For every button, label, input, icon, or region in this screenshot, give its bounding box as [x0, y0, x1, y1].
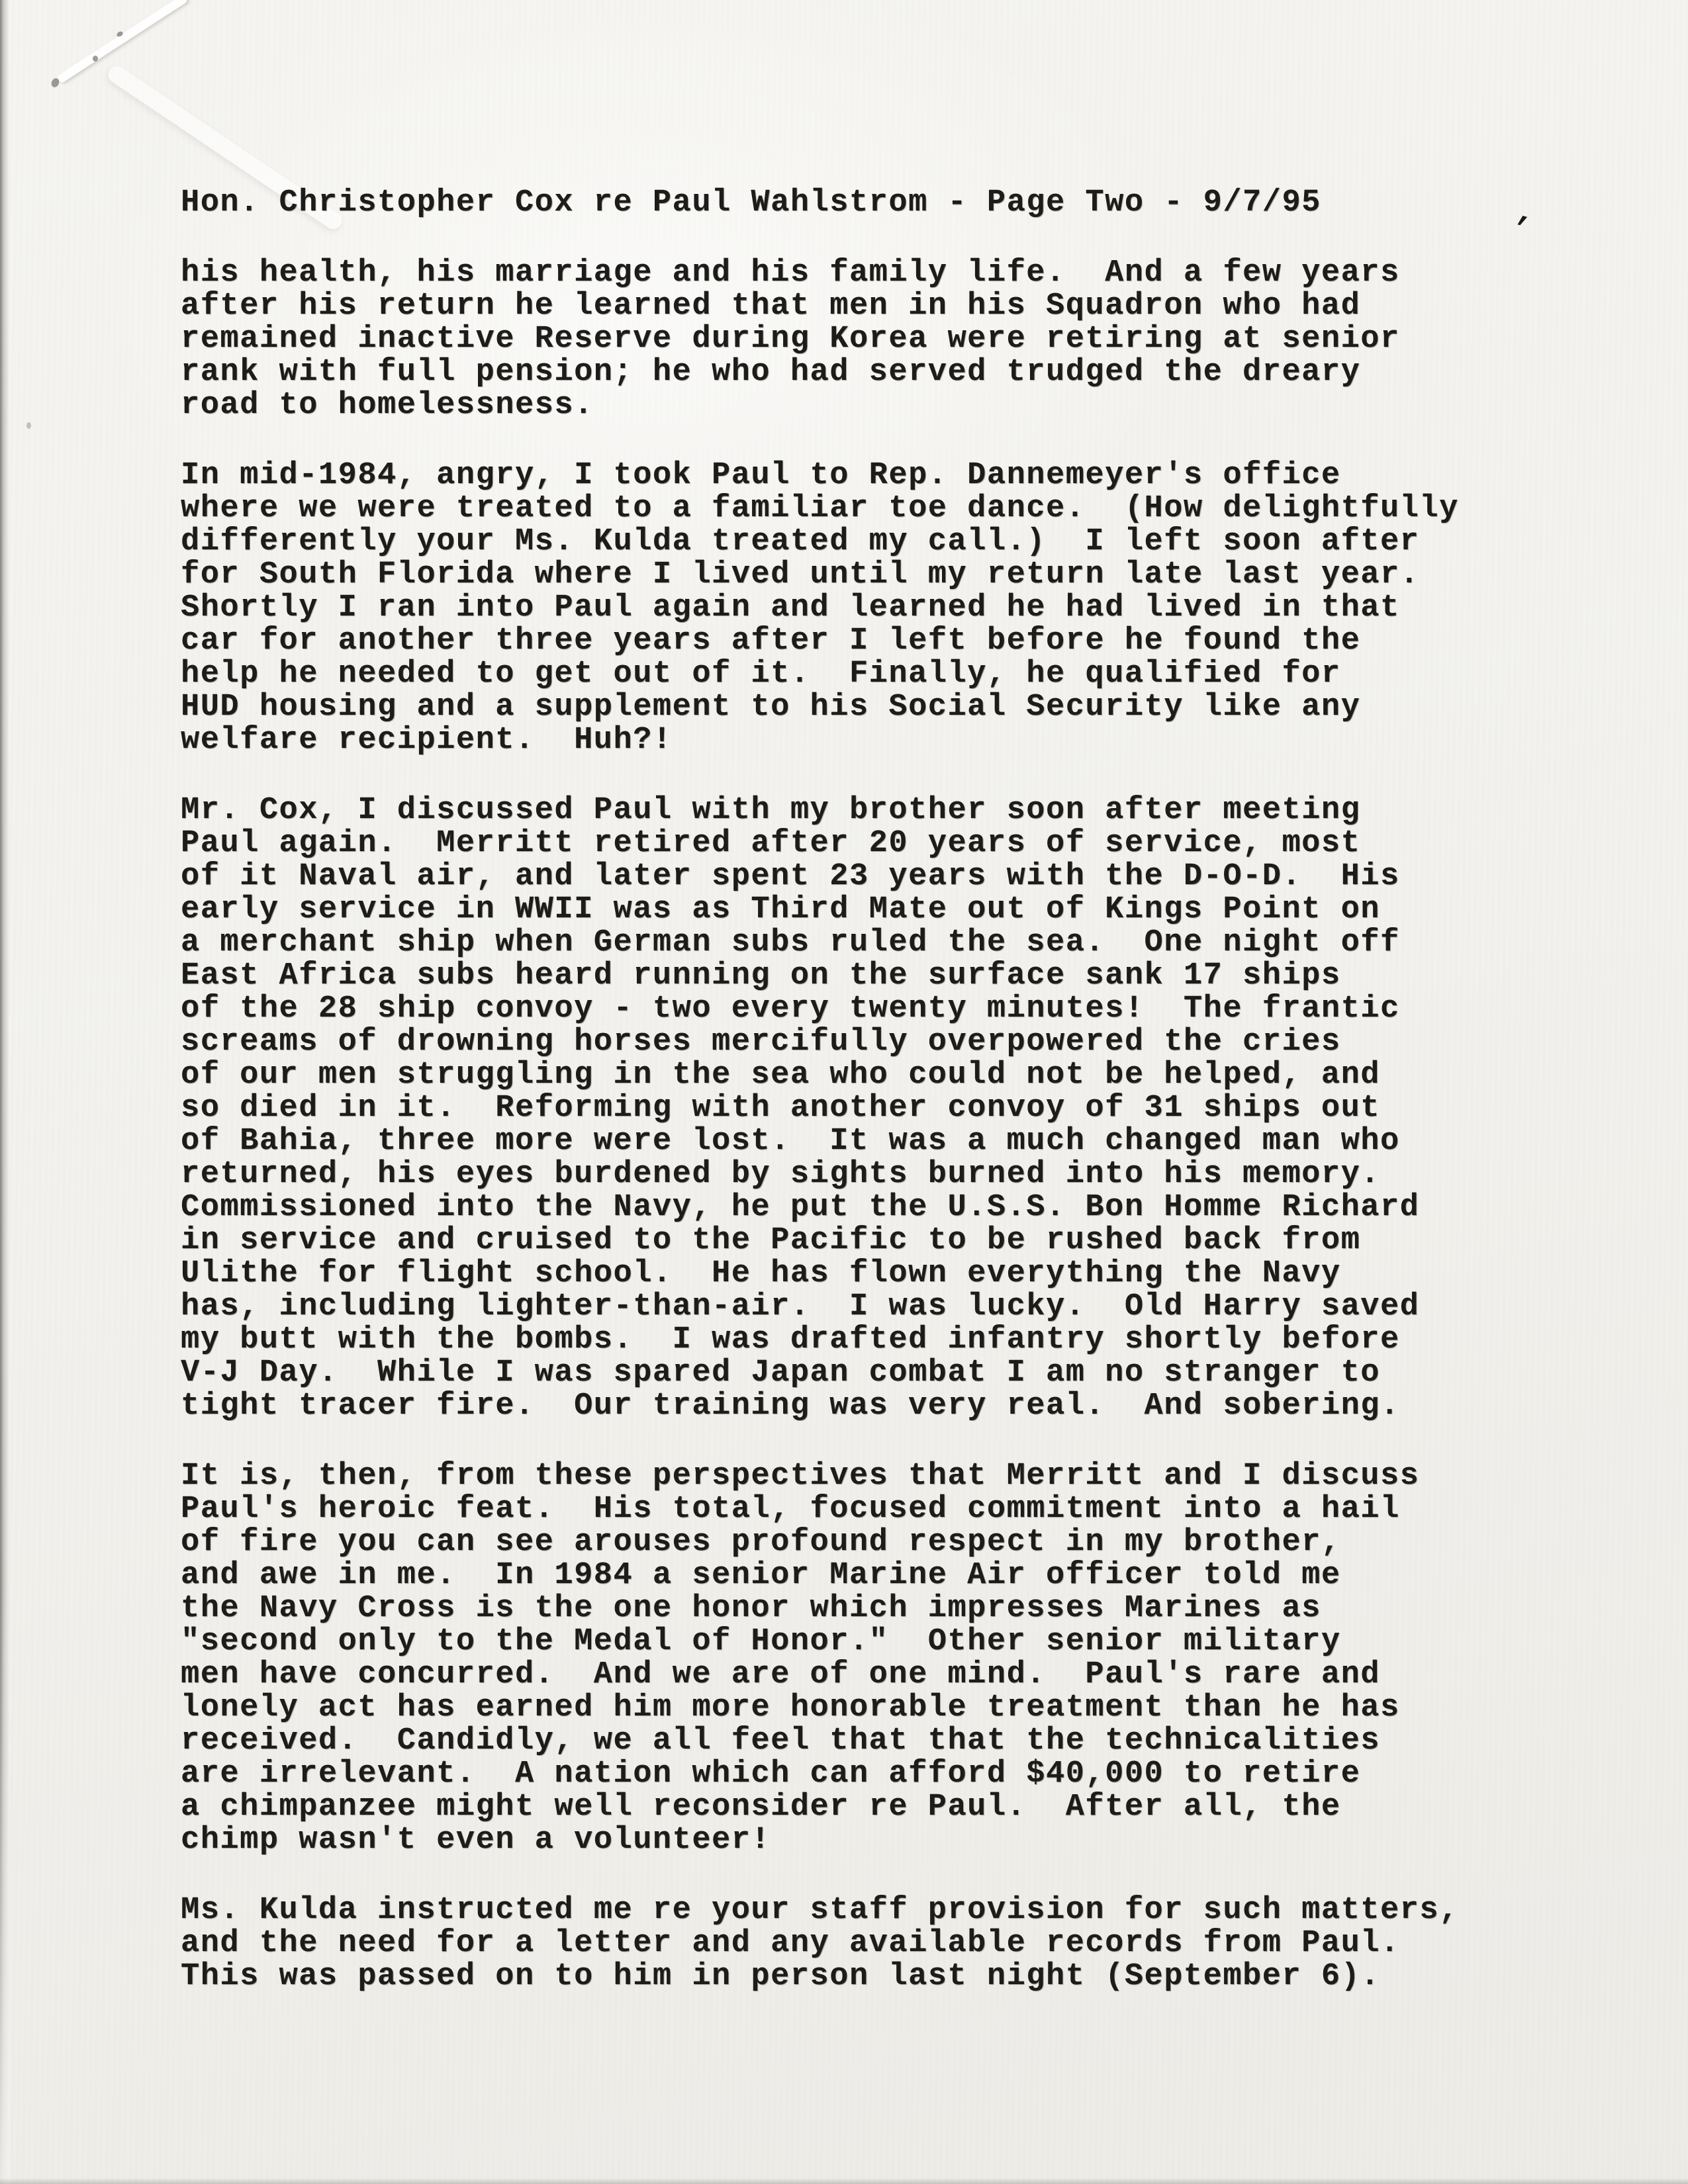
text-line: and the need for a letter and any available records from Paul. [181, 1926, 1400, 1961]
text-line: a chimpanzee might well reconsider re Paul. After all, the [181, 1790, 1341, 1825]
handwritten-mark: , [1513, 194, 1540, 232]
text-line: car for another three years after I left before he found the [181, 623, 1361, 659]
text-line: after his return he learned that men in his Squadron who had [181, 289, 1361, 324]
text-line: a merchant ship when German subs ruled the sea. One night off [181, 925, 1400, 960]
text-line: road to homelessness. [181, 388, 594, 423]
text-line: Paul's heroic feat. His total, focused commitment into a hail [181, 1492, 1400, 1527]
paper-speck [26, 422, 31, 429]
letter-body [181, 257, 1538, 1993]
text-line: of it Naval air, and later spent 23 years with the D-O-D. His [181, 859, 1400, 894]
text-line: returned, his eyes burdened by sights burned into his memory. [181, 1157, 1380, 1192]
text-line: welfare recipient. Huh?! [181, 723, 673, 758]
paragraph [181, 794, 1538, 1423]
text-line: of our men struggling in the sea who could not be helped, and [181, 1058, 1380, 1093]
text-line: men have concurred. And we are of one mind. Paul's rare and [181, 1657, 1380, 1692]
text-line: HUD housing and a supplement to his Social Security like any [181, 690, 1361, 725]
scan-edge-bottom [0, 2178, 1688, 2184]
text-line: It is, then, from these perspectives that Merritt and I discuss [181, 1459, 1420, 1494]
text-line: of fire you can see arouses profound respect in my brother, [181, 1525, 1341, 1560]
paper-speck [93, 56, 98, 62]
text-line: and awe in me. In 1984 a senior Marine Air officer told me [181, 1558, 1341, 1593]
text-line: rank with full pension; he who had served trudged the dreary [181, 355, 1361, 390]
text-line: of the 28 ship convoy - two every twenty minutes! The frantic [181, 991, 1400, 1026]
text-line: screams of drowning horses mercifully overpowered the cries [181, 1024, 1341, 1060]
text-line: early service in WWII was as Third Mate out of Kings Point on [181, 892, 1380, 927]
text-line: Paul again. Merritt retired after 20 years of service, most [181, 826, 1361, 861]
text-line: This was passed on to him in person last night (September 6). [181, 1959, 1380, 1994]
text-line: Shortly I ran into Paul again and learned he had lived in that [181, 590, 1400, 625]
text-line: the Navy Cross is the one honor which impresses Marines as [181, 1591, 1321, 1626]
text-line: so died in it. Reforming with another convoy of 31 ships out [181, 1091, 1380, 1126]
text-line: my butt with the bombs. I was drafted infantry shortly before [181, 1322, 1400, 1357]
text-line: in service and cruised to the Pacific to be rushed back from [181, 1223, 1361, 1258]
text-line: help he needed to get out of it. Finally, he qualified for [181, 657, 1341, 692]
text-line: lonely act has earned him more honorable treatment than he has [181, 1690, 1400, 1725]
text-line: "second only to the Medal of Honor." Other senior military [181, 1624, 1341, 1659]
text-line: Ulithe for flight school. He has flown everything the Navy [181, 1256, 1341, 1291]
paragraph [181, 257, 1538, 422]
paragraph [181, 459, 1538, 757]
text-line: tight tracer fire. Our training was very real. And sobering. [181, 1388, 1400, 1424]
text-line: V-J Day. While I was spared Japan combat I am no stranger to [181, 1355, 1380, 1390]
text-line: In mid-1984, angry, I took Paul to Rep. Dannemeyer's office [181, 458, 1341, 493]
text-line: remained inactive Reserve during Korea were retiring at senior [181, 322, 1400, 357]
text-line: East Africa subs heard running on the surface sank 17 ships [181, 958, 1341, 993]
paragraph [181, 1894, 1538, 1993]
text-line: differently your Ms. Kulda treated my call.) I left soon after [181, 524, 1420, 559]
scan-edge-left-fade [0, 1588, 11, 2184]
text-line: Ms. Kulda instructed me re your staff provision for such matters, [181, 1893, 1459, 1928]
text-line: chimp wasn't even a volunteer! [181, 1823, 771, 1858]
text-line: of Bahia, three more were lost. It was a much changed man who [181, 1124, 1400, 1159]
text-line: received. Candidly, we all feel that that the technicalities [181, 1723, 1380, 1758]
letter-header: Hon. Christopher Cox re Paul Wahlstrom - Page Two - 9/7/95 [181, 185, 1321, 220]
text-line: where we were treated to a familiar toe dance. (How delightfully [181, 491, 1459, 526]
letter-content [181, 187, 1538, 1993]
text-line: are irrelevant. A nation which can afford $40,000 to retire [181, 1756, 1361, 1792]
text-line: Mr. Cox, I discussed Paul with my brother soon after meeting [181, 793, 1361, 828]
paragraph [181, 1460, 1538, 1857]
text-line: for South Florida where I lived until my return late last year. [181, 557, 1420, 592]
text-line: has, including lighter-than-air. I was lucky. Old Harry saved [181, 1289, 1420, 1324]
text-line: Commissioned into the Navy, he put the U.S.S. Bon Homme Richard [181, 1190, 1420, 1225]
text-line: his health, his marriage and his family life. And a few years [181, 255, 1400, 291]
